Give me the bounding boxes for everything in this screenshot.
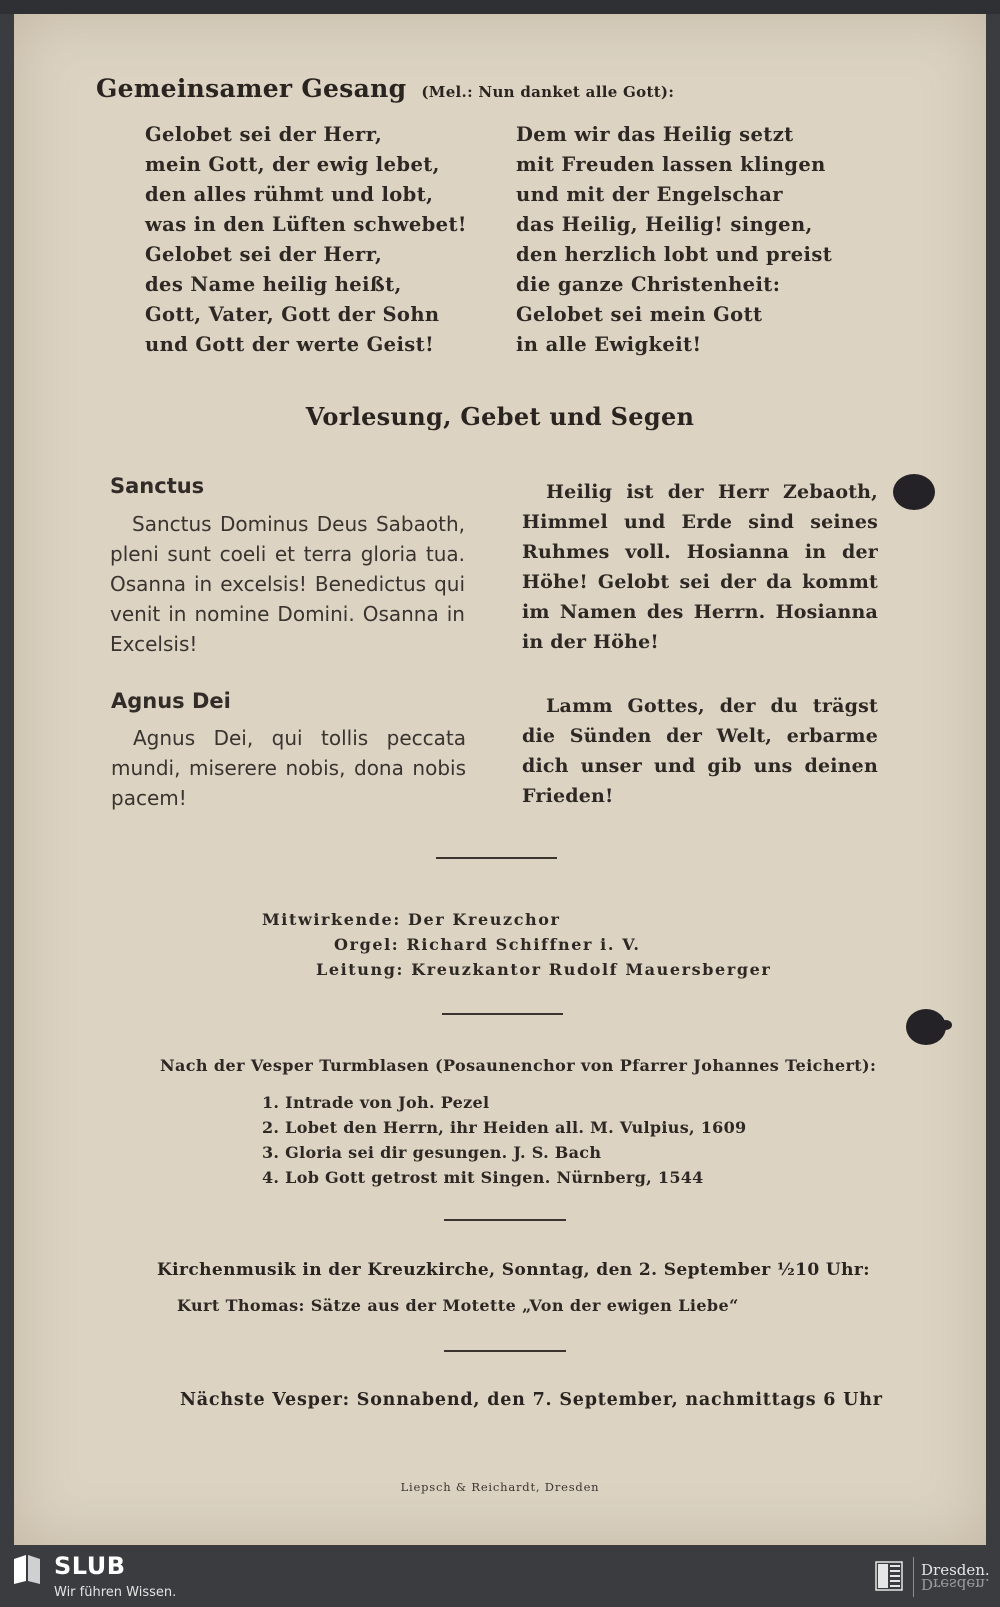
verse-line: was in den Lüften schwebet!	[145, 213, 467, 236]
slub-book-icon[interactable]	[12, 1553, 42, 1585]
printer-imprint: Liepsch & Reichardt, Dresden	[400, 1480, 600, 1494]
hymn-verse-left	[145, 120, 467, 360]
verse-line: den herzlich lobt und preist	[516, 243, 833, 266]
verse-line: Gott, Vater, Gott der Sohn	[145, 303, 440, 326]
credits-block	[0, 907, 1000, 982]
verse-line: und Gott der werte Geist!	[145, 333, 435, 356]
church-music-heading: Kirchenmusik in der Kreuzkirche, Sonntag, den 2. September ½10 Uhr:	[157, 1260, 870, 1280]
verse-line: Dem wir das Heilig setzt	[516, 123, 794, 146]
hymn-verse-right	[516, 120, 832, 360]
divider-rule	[444, 1219, 566, 1221]
slub-slogan: Wir führen Wissen.	[54, 1585, 177, 1600]
verse-line: mein Gott, der ewig lebet,	[145, 153, 440, 176]
list-item: 2. Lobet den Herrn, ihr Heiden all. M. Vulpius, 1609	[262, 1118, 747, 1137]
list-item: 4. Lob Gott getrost mit Singen. Nürnberg, 1544	[262, 1168, 704, 1187]
credits-performers: Mitwirkende: Der Kreuzchor	[262, 910, 561, 929]
verse-line: die ganze Christenheit:	[516, 273, 781, 296]
verse-line: und mit der Engelschar	[516, 183, 783, 206]
sanctus-german-text: Heilig ist der Herr Zebaoth, Himmel und Erde sind seines Ruhmes voll. Hosianna in der Höhe! Gelobt sei der da kommt im Namen des Herrn. Hosianna in der Höhe!	[522, 481, 878, 653]
agnus-latin-text: Agnus Dei, qui tollis peccata mundi, miserere nobis, dona nobis pacem!	[111, 726, 466, 810]
verse-line: Gelobet sei mein Gott	[516, 303, 763, 326]
hymn-title	[96, 74, 674, 103]
verse-line: Gelobet sei der Herr,	[145, 123, 383, 146]
hymn-title-text: Gemeinsamer Gesang	[96, 74, 407, 103]
church-music-piece: Kurt Thomas: Sätze aus der Motette „Von der ewigen Liebe“	[177, 1296, 739, 1315]
agnus-german-text: Lamm Gottes, der du trägst die Sünden der Welt, erbarme dich unser und gib uns deinen Frieden!	[522, 695, 878, 807]
verse-line: den alles rühmt und lobt,	[145, 183, 434, 206]
divider-rule	[444, 1350, 566, 1352]
ink-blot	[940, 1020, 952, 1030]
verse-line: das Heilig, Heilig! singen,	[516, 213, 813, 236]
sanctus-title: Sanctus	[110, 474, 205, 498]
divider-rule	[436, 857, 557, 859]
credits-organ: Orgel: Richard Schiffner i. V.	[334, 935, 641, 954]
dresden-wordmark[interactable]	[921, 1563, 990, 1591]
scan-top-edge	[0, 0, 1000, 14]
dresden-name-mirror: Dresden.	[921, 1575, 990, 1593]
slub-name[interactable]: SLUB	[54, 1552, 126, 1580]
sanctus-latin-text: Sanctus Dominus Deus Sabaoth, pleni sunt coeli et terra gloria tua. Osanna in excelsis! Benedictus qui venit in nomine Domini. Osanna in Excelsis!	[110, 512, 465, 656]
list-item: 1. Intrade von Joh. Pezel	[262, 1093, 490, 1112]
list-item: 3. Gloria sei dir gesungen. J. S. Bach	[262, 1143, 602, 1162]
verse-line: des Name heilig heißt,	[145, 273, 402, 296]
dresden-crest-icon[interactable]	[875, 1561, 903, 1591]
footer-separator	[913, 1557, 914, 1597]
verse-line: mit Freuden lassen klingen	[516, 153, 826, 176]
verse-line: Gelobet sei der Herr,	[145, 243, 383, 266]
tower-heading: Nach der Vesper Turmblasen (Posaunenchor von Pfarrer Johannes Teichert):	[160, 1056, 877, 1075]
dresden-name: Dresden.	[921, 1561, 990, 1579]
library-footer-bar	[0, 1545, 1000, 1607]
agnus-title: Agnus Dei	[111, 689, 231, 713]
credits-conductor: Leitung: Kreuzkantor Rudolf Mauersberger	[316, 960, 772, 979]
divider-rule	[442, 1013, 563, 1015]
verse-line: in alle Ewigkeit!	[516, 333, 702, 356]
ink-blot	[893, 474, 935, 510]
section-heading: Vorlesung, Gebet und Segen	[305, 402, 695, 431]
hymn-melody-note: (Mel.: Nun danket alle Gott):	[421, 83, 675, 101]
next-vesper-notice: Nächste Vesper: Sonnabend, den 7. September, nachmittags 6 Uhr	[180, 1390, 883, 1410]
tower-program-list	[262, 1090, 746, 1190]
